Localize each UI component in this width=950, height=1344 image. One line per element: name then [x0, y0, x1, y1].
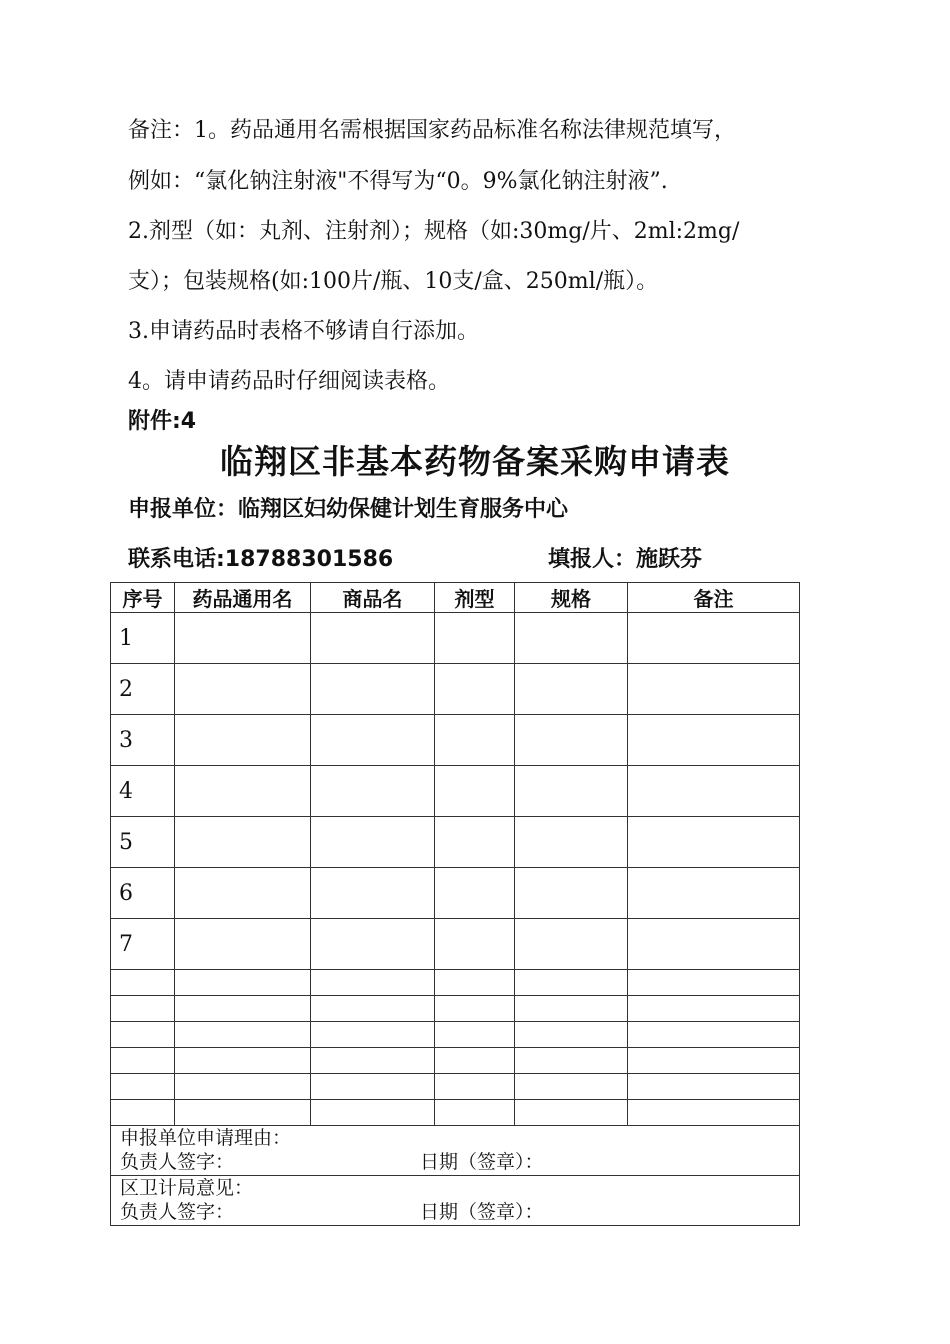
header-dosage-form: 剂型 [435, 583, 515, 613]
sign-label: 负责人签字： [120, 1151, 235, 1173]
cell[interactable] [628, 970, 800, 996]
cell[interactable] [435, 996, 515, 1022]
row-number: 3 [111, 715, 175, 766]
cell[interactable] [435, 715, 515, 766]
table-row [111, 1100, 800, 1126]
cell[interactable] [628, 919, 800, 970]
bureau-row [111, 1176, 800, 1226]
cell[interactable] [515, 1100, 628, 1126]
cell[interactable] [435, 817, 515, 868]
cell[interactable] [175, 613, 311, 664]
cell[interactable] [175, 664, 311, 715]
cell[interactable] [311, 715, 435, 766]
sign-line-1 [120, 1150, 799, 1174]
cell[interactable] [111, 1048, 175, 1074]
cell[interactable] [515, 715, 628, 766]
cell[interactable] [175, 919, 311, 970]
cell[interactable] [515, 766, 628, 817]
cell[interactable] [311, 868, 435, 919]
sign-label: 负责人签字： [120, 1201, 235, 1223]
cell[interactable] [311, 766, 435, 817]
cell[interactable] [311, 1074, 435, 1100]
filler-name: 填报人：施跃芬 [548, 547, 703, 572]
note-line-5: 3.申请药品时表格不够请自行添加。 [128, 319, 479, 344]
cell[interactable] [175, 868, 311, 919]
cell[interactable] [111, 1074, 175, 1100]
application-table [110, 582, 800, 1226]
cell[interactable] [311, 664, 435, 715]
cell[interactable] [628, 715, 800, 766]
contact-phone: 联系电话:18788301586 [128, 547, 394, 572]
table-header-row [111, 583, 800, 613]
cell[interactable] [311, 1048, 435, 1074]
row-number: 1 [111, 613, 175, 664]
header-generic-name: 药品通用名 [175, 583, 311, 613]
row-number: 4 [111, 766, 175, 817]
note-line-4: 支）；包装规格(如:100片/瓶、10支/盒、250ml/瓶）。 [128, 269, 659, 294]
reason-cell[interactable] [111, 1126, 800, 1176]
cell[interactable] [435, 919, 515, 970]
cell[interactable] [435, 1100, 515, 1126]
table-row [111, 919, 800, 970]
cell[interactable] [435, 664, 515, 715]
attachment-label: 附件:4 [128, 409, 197, 434]
cell[interactable] [175, 1100, 311, 1126]
cell[interactable] [515, 1048, 628, 1074]
cell[interactable] [175, 1048, 311, 1074]
cell[interactable] [515, 919, 628, 970]
row-number: 7 [111, 919, 175, 970]
table-row [111, 1048, 800, 1074]
cell[interactable] [435, 868, 515, 919]
applicant-unit: 申报单位：临翔区妇幼保健计划生育服务中心 [128, 497, 569, 522]
cell[interactable] [628, 664, 800, 715]
reason-label: 申报单位申请理由： [120, 1127, 292, 1149]
cell[interactable] [628, 868, 800, 919]
table-row [111, 766, 800, 817]
cell[interactable] [515, 996, 628, 1022]
date-label: 日期（签章）： [420, 1151, 544, 1173]
bureau-label: 区卫计局意见： [120, 1177, 254, 1199]
cell[interactable] [175, 715, 311, 766]
cell[interactable] [515, 868, 628, 919]
cell[interactable] [175, 970, 311, 996]
table-row [111, 1022, 800, 1048]
table-row [111, 817, 800, 868]
table-row [111, 868, 800, 919]
cell[interactable] [311, 996, 435, 1022]
table-row [111, 664, 800, 715]
cell[interactable] [515, 664, 628, 715]
table-row [111, 1074, 800, 1100]
cell[interactable] [435, 1074, 515, 1100]
cell[interactable] [435, 613, 515, 664]
cell[interactable] [311, 970, 435, 996]
cell[interactable] [628, 613, 800, 664]
cell[interactable] [435, 766, 515, 817]
cell[interactable] [628, 1074, 800, 1100]
note-line-2: 例如：“氯化钠注射液"不得写为“0。9%氯化钠注射液”. [128, 169, 668, 194]
cell[interactable] [628, 766, 800, 817]
cell[interactable] [311, 817, 435, 868]
page-title: 临翔区非基本药物备案采购申请表 [220, 442, 730, 481]
cell[interactable] [175, 766, 311, 817]
bureau-cell[interactable] [111, 1176, 800, 1226]
cell[interactable] [435, 970, 515, 996]
table-row [111, 613, 800, 664]
row-number: 2 [111, 664, 175, 715]
table-row [111, 996, 800, 1022]
cell[interactable] [311, 1100, 435, 1126]
cell[interactable] [435, 1022, 515, 1048]
note-line-3: 2.剂型（如：丸剂、注射剂）；规格（如:30mg/片、2ml:2mg/ [128, 219, 740, 244]
row-number: 6 [111, 868, 175, 919]
row-number: 5 [111, 817, 175, 868]
table-row [111, 970, 800, 996]
cell[interactable] [515, 613, 628, 664]
reason-row [111, 1126, 800, 1176]
cell[interactable] [111, 1022, 175, 1048]
header-trade-name: 商品名 [311, 583, 435, 613]
cell[interactable] [311, 613, 435, 664]
cell[interactable] [628, 996, 800, 1022]
cell[interactable] [515, 1022, 628, 1048]
note-line-6: 4。请申请药品时仔细阅读表格。 [128, 369, 450, 394]
cell[interactable] [628, 1048, 800, 1074]
cell[interactable] [175, 817, 311, 868]
cell[interactable] [175, 996, 311, 1022]
cell[interactable] [111, 970, 175, 996]
header-specification: 规格 [515, 583, 628, 613]
header-remarks: 备注 [628, 583, 800, 613]
cell[interactable] [111, 996, 175, 1022]
cell[interactable] [515, 970, 628, 996]
cell[interactable] [175, 1022, 311, 1048]
cell[interactable] [628, 1022, 800, 1048]
note-line-1: 备注：1。药品通用名需根据国家药品标准名称法律规范填写， [128, 118, 736, 143]
cell[interactable] [311, 1022, 435, 1048]
date-label: 日期（签章）： [420, 1201, 544, 1223]
cell[interactable] [111, 1100, 175, 1126]
cell[interactable] [515, 817, 628, 868]
cell[interactable] [515, 1074, 628, 1100]
cell[interactable] [175, 1074, 311, 1100]
table-row [111, 715, 800, 766]
cell[interactable] [311, 919, 435, 970]
cell[interactable] [628, 1100, 800, 1126]
sign-line-2 [120, 1200, 799, 1224]
cell[interactable] [628, 817, 800, 868]
cell[interactable] [435, 1048, 515, 1074]
header-index: 序号 [111, 583, 175, 613]
